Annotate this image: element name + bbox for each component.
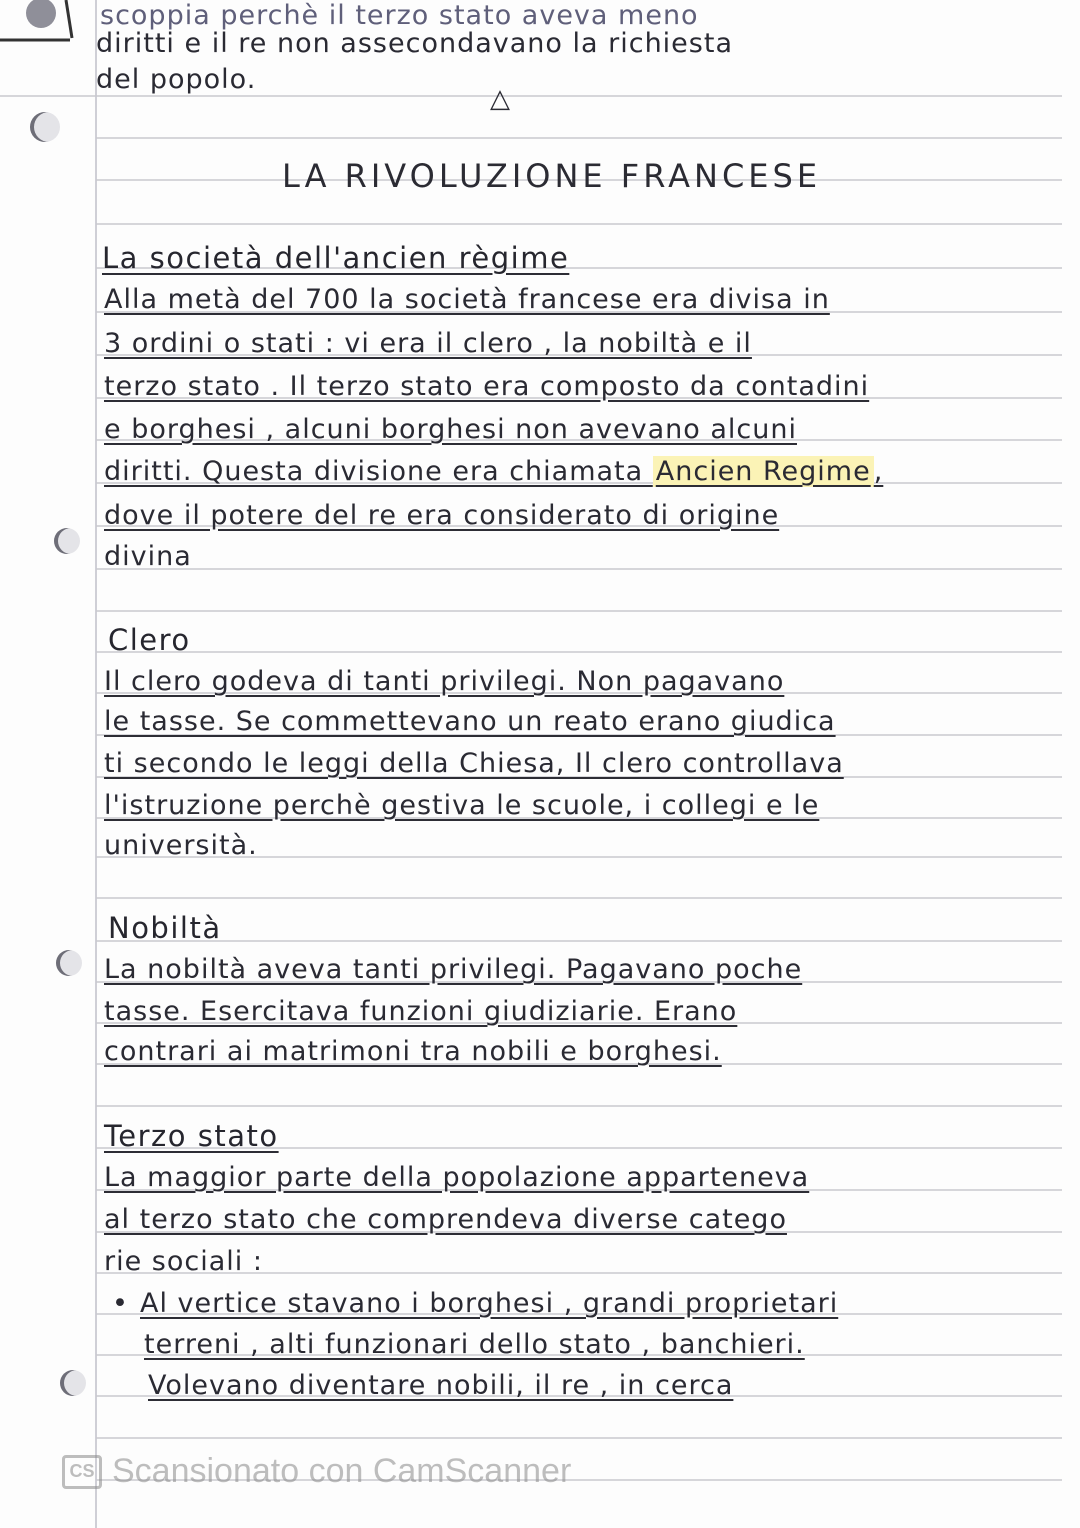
text-line: terzo stato . Il terzo stato era composto da contadini bbox=[104, 371, 870, 402]
text-line: le tasse. Se commettevano un reato erano giudica bbox=[104, 706, 836, 737]
triangle-mark: △ bbox=[490, 84, 510, 114]
section-heading-terzo-stato: Terzo stato bbox=[104, 1119, 279, 1153]
text-line: e borghesi , alcuni borghesi non avevano alcuni bbox=[104, 414, 797, 445]
section-heading-clero: Clero bbox=[108, 623, 191, 657]
text-line: tasse. Esercitava funzioni giudiziarie. Erano bbox=[104, 996, 738, 1027]
text-line: dove il potere del re era considerato di origine bbox=[104, 500, 780, 531]
text-line-with-highlight bbox=[104, 458, 883, 485]
text-line: La nobiltà aveva tanti privilegi. Pagavano poche bbox=[104, 954, 803, 985]
watermark-text: Scansionato con CamScanner bbox=[112, 1452, 572, 1490]
section-heading-nobilta: Nobiltà bbox=[108, 911, 222, 945]
text-line: La maggior parte della popolazione apparteneva bbox=[104, 1162, 810, 1193]
text-line: 3 ordini o stati : vi era il clero , la nobiltà e il bbox=[104, 328, 752, 359]
binder-hole bbox=[54, 528, 80, 554]
fragment-line-1: scoppia perchè il terzo stato aveva meno bbox=[100, 0, 699, 31]
text-line: Alla metà del 700 la società francese era divisa in bbox=[104, 284, 830, 315]
camscanner-logo-icon: CS bbox=[62, 1455, 102, 1489]
page-title: LA RIVOLUZIONE FRANCESE bbox=[282, 157, 822, 195]
highlighted-term: Ancien Regime bbox=[653, 456, 874, 487]
binder-hole bbox=[60, 1370, 86, 1396]
fragment-line-2: diritti e il re non assecondavano la richiesta bbox=[96, 28, 733, 59]
text-fragment: diritti. Questa divisione era chiamata bbox=[104, 456, 653, 487]
text-line: Il clero godeva di tanti privilegi. Non pagavano bbox=[104, 666, 785, 697]
text-line: rie sociali : bbox=[104, 1246, 263, 1277]
text-line: l'istruzione perchè gestiva le scuole, i collegi e le bbox=[104, 790, 820, 821]
text-line: al terzo stato che comprendeva diverse catego bbox=[104, 1204, 787, 1235]
binder-hole bbox=[30, 112, 60, 142]
fragment-line-3: del popolo. bbox=[96, 64, 257, 95]
text-line: università. bbox=[104, 830, 258, 861]
bullet-text-line: Al vertice stavano i borghesi , grandi proprietari bbox=[140, 1288, 839, 1319]
text-line: contrari ai matrimoni tra nobili e borghesi. bbox=[104, 1036, 722, 1067]
text-line: divina bbox=[104, 541, 192, 572]
bullet-text-line: Volevano diventare nobili, il re , in cerca bbox=[148, 1370, 734, 1401]
bullet-mark: • bbox=[112, 1288, 130, 1319]
text-fragment: , bbox=[873, 456, 884, 487]
text-line: ti secondo le leggi della Chiesa, Il clero controllava bbox=[104, 748, 844, 779]
camscanner-watermark bbox=[62, 1452, 571, 1491]
binder-hole bbox=[56, 950, 82, 976]
section-heading-ancien-regime: La società dell'ancien règime bbox=[102, 241, 570, 275]
bullet-text-line: terreni , alti funzionari dello stato , banchieri. bbox=[144, 1329, 805, 1360]
